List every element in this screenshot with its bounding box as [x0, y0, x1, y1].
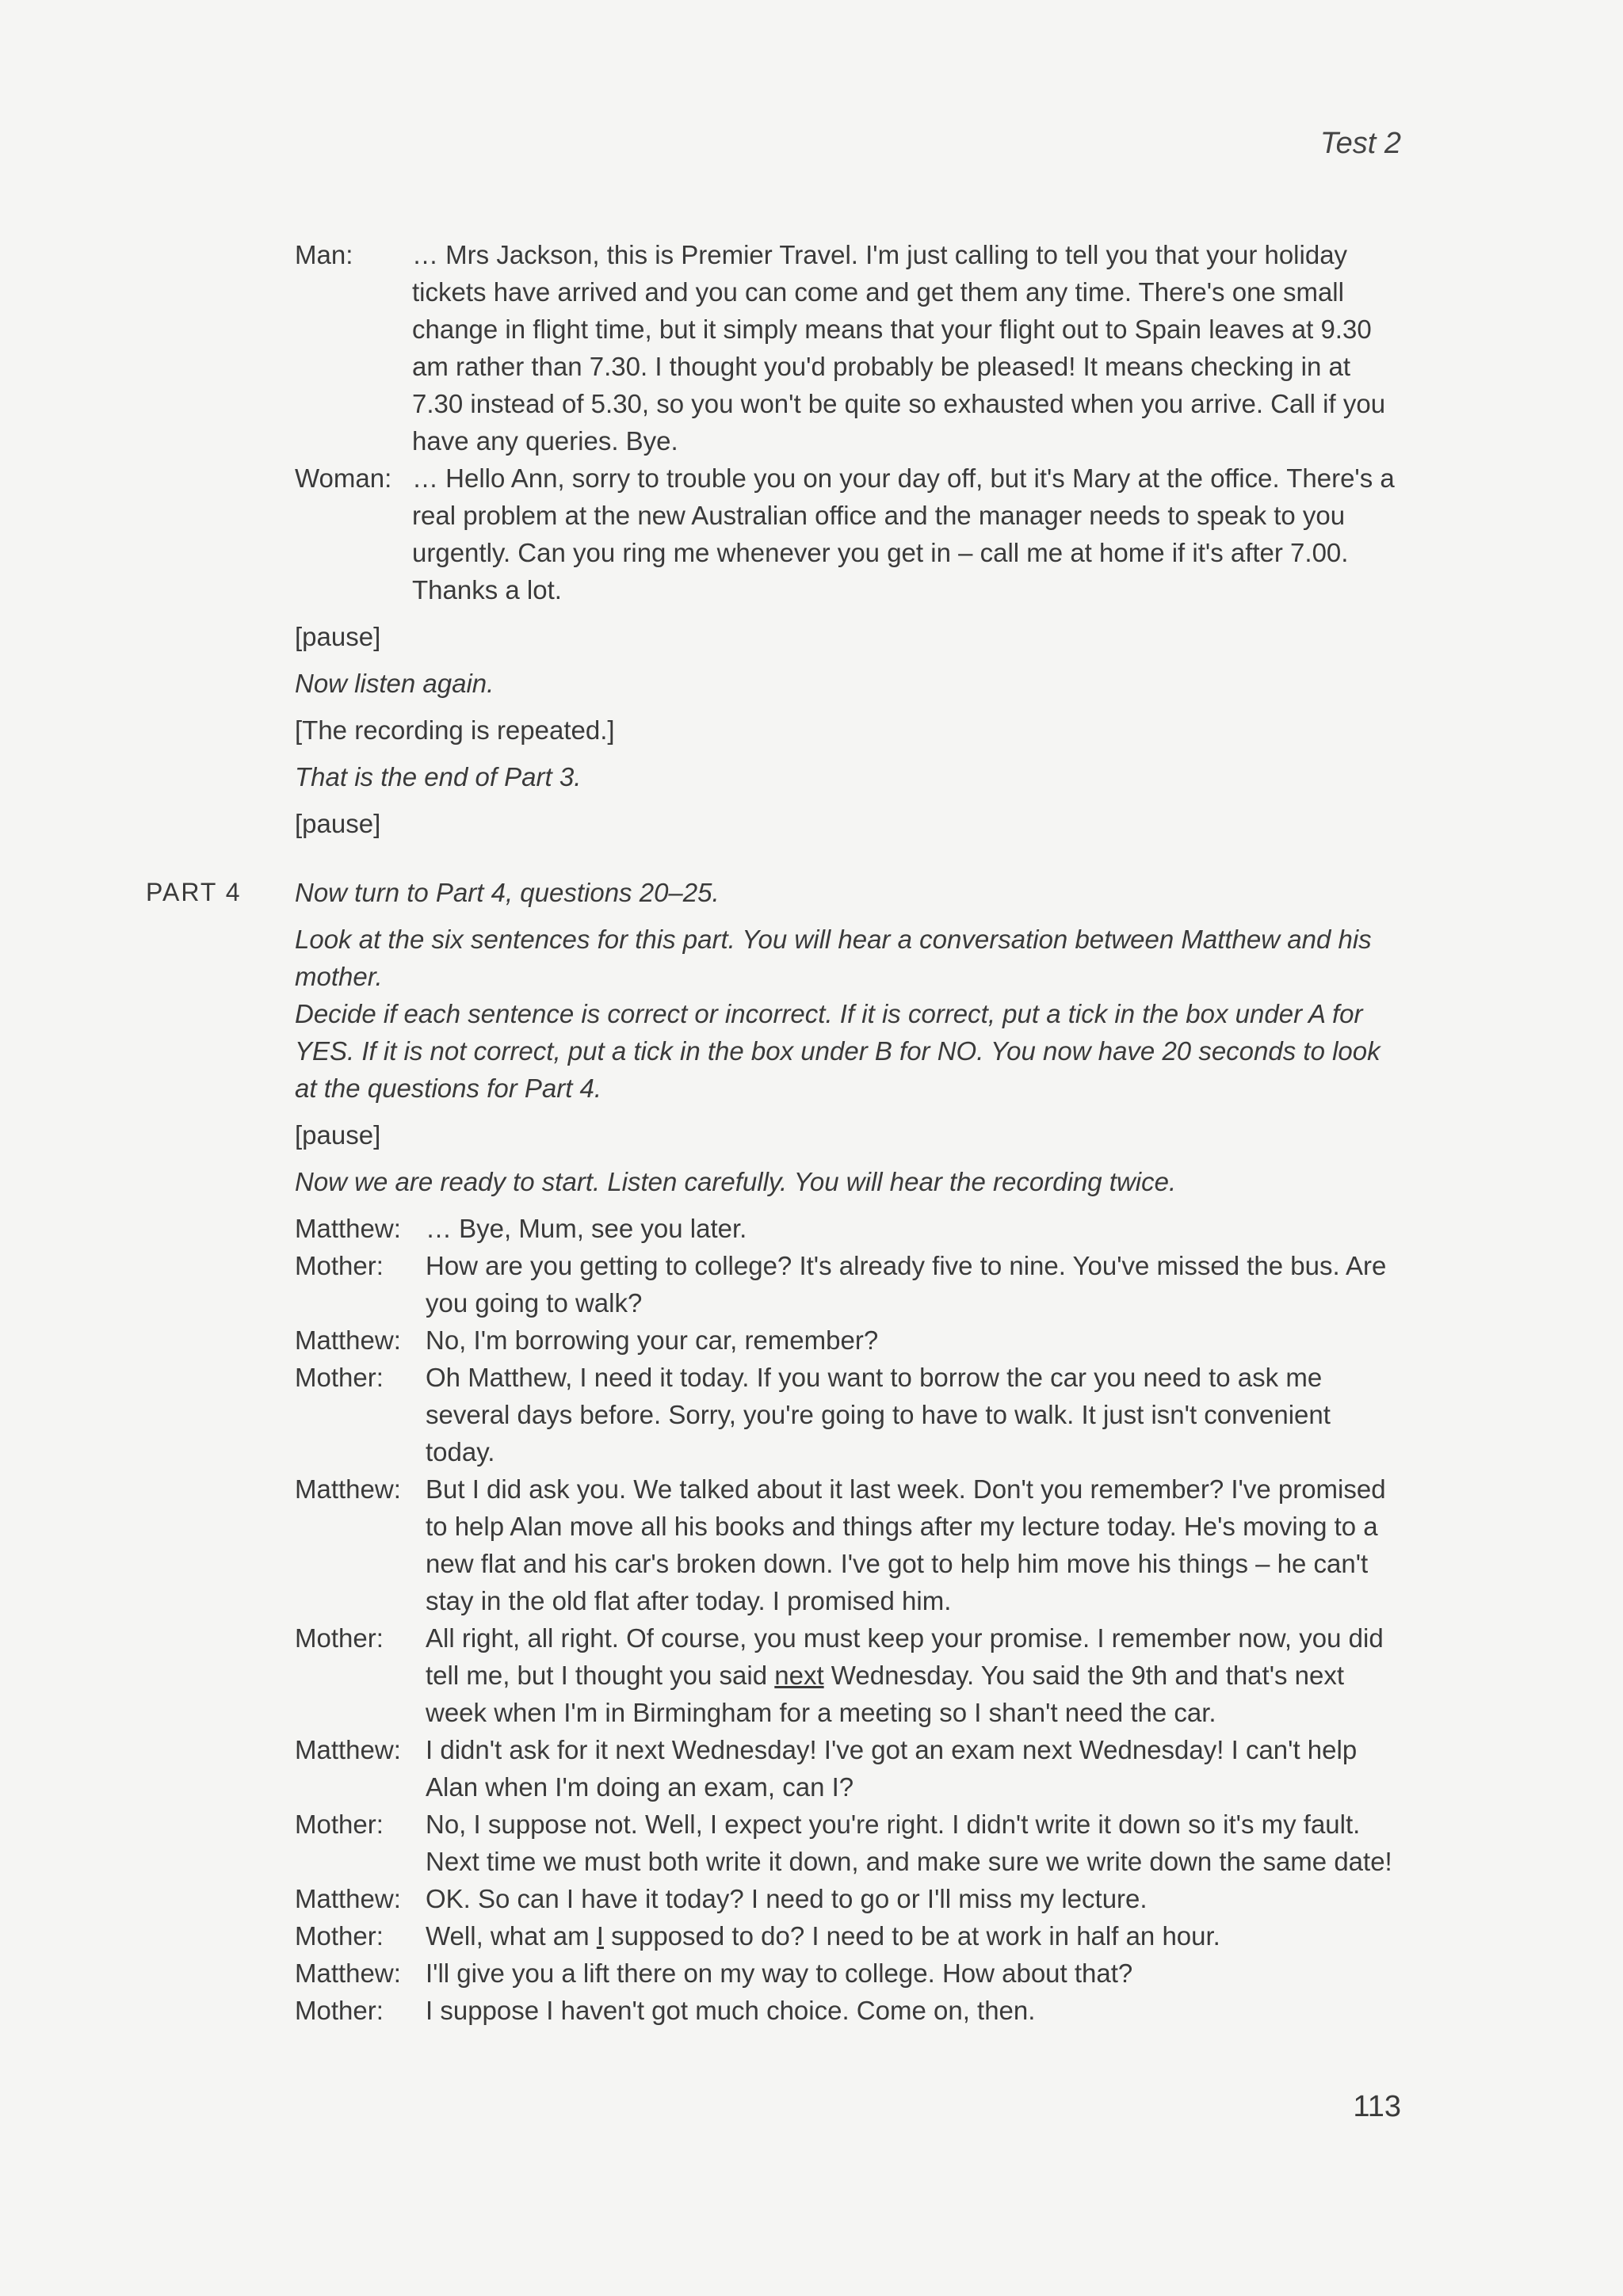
part4-instruction: Look at the six sentences for this part. You will hear a conversation between Matthew and his mother.: [295, 925, 1372, 991]
text-segment: Wednesday. You said the 9th and that's next week when I'm in Birmingham for a meeting so I shan't need the car.: [426, 1661, 1345, 1727]
dialogue-line: [295, 1322, 1404, 1359]
text-segment: All right, all right. Of course, you must keep your promise. I remember now, you did tell me, but I thought you said: [426, 1623, 1384, 1690]
text-segment: supposed to do? I need to be at work in half an hour.: [603, 1921, 1220, 1951]
dialogue-line: [295, 1619, 1404, 1731]
page-number: 113: [1353, 2090, 1401, 2123]
dialogue-text: [426, 1917, 1220, 1955]
underlined-word: next: [774, 1661, 824, 1690]
end-of-part3: That is the end of Part 3.: [295, 762, 582, 791]
speaker-label: Matthew:: [295, 1958, 401, 1988]
pause-note: [pause]: [295, 622, 381, 651]
speaker-label: Mother:: [295, 1623, 384, 1653]
dialogue-line: [295, 1992, 1404, 2029]
speaker-label: Mother:: [295, 1921, 384, 1951]
dialogue-text: But I did ask you. We talked about it last week. Don't you remember? I've promised to help Alan move all his books and things after my lecture today. He's moving to a new flat and his car's broken down. I've got to help him move his things – he can't stay in the old flat after today. I promised him.: [426, 1474, 1386, 1615]
text-segment: Well, what am: [426, 1921, 597, 1951]
dialogue-text: I suppose I haven't got much choice. Come on, then.: [426, 1996, 1036, 2025]
dialogue-text: Oh Matthew, I need it today. If you want to borrow the car you need to ask me several days before. Sorry, you're going to have to walk. It just isn't convenient today.: [426, 1363, 1331, 1466]
listen-again-instruction: Now listen again.: [295, 669, 495, 698]
ready-instruction: Now we are ready to start. Listen carefully. You will hear the recording twice.: [295, 1167, 1177, 1196]
speaker-label: Matthew:: [295, 1735, 401, 1764]
dialogue-text: How are you getting to college? It's already five to nine. You've missed the bus. Are you going to walk?: [426, 1251, 1387, 1318]
dialogue-text: OK. So can I have it today? I need to go or I'll miss my lecture.: [426, 1884, 1148, 1913]
speaker-label: Mother:: [295, 1251, 384, 1280]
speaker-label: Matthew:: [295, 1474, 401, 1504]
part4-instruction: Decide if each sentence is correct or incorrect. If it is correct, put a tick in the box under A for YES. If it is not correct, put a tick in the box under B for NO. You now have 20 seconds to look at the questions for Part 4.: [295, 999, 1381, 1103]
pause-note: [pause]: [295, 1120, 381, 1150]
speaker-label: Matthew:: [295, 1884, 401, 1913]
dialogue-text: … Mrs Jackson, this is Premier Travel. I'm just calling to tell you that your holiday tickets have arrived and you can come and get them any time. There's one small change in flight time, but it simply means that your flight out to Spain leaves at 9.30 am rather than 7.30. I thought you'd probably be pleased! It means checking in at 7.30 instead of 5.30, so you won't be quite so exhausted when you arrive. Call if you have any queries. Bye.: [412, 240, 1386, 456]
running-header: Test 2: [1319, 127, 1401, 160]
dialogue-line: [295, 1359, 1404, 1470]
dialogue-line: [295, 1470, 1404, 1619]
dialogue-line: [295, 1955, 1404, 1992]
pause-note: [pause]: [295, 809, 381, 838]
dialogue-line: [295, 1210, 1404, 1247]
page-content: [146, 236, 1404, 2029]
dialogue-line: [295, 1880, 1404, 1917]
underlined-word: I: [596, 1921, 604, 1951]
dialogue-text: No, I suppose not. Well, I expect you're right. I didn't write it down so it's my fault. Next time we must both write it down, and make sure we write down the same date!: [426, 1810, 1392, 1876]
part3-dialogue: [295, 236, 1404, 608]
part4-turn-to: Now turn to Part 4, questions 20–25.: [295, 878, 720, 907]
speaker-label: Man:: [295, 240, 353, 269]
speaker-label: Matthew:: [295, 1214, 401, 1243]
dialogue-text: … Hello Ann, sorry to trouble you on your day off, but it's Mary at the office. There's a real problem at the new Australian office and the manager needs to speak to you urgently. Can you ring me whenever you get in – call me at home if it's after 7.00. Thanks a lot.: [412, 463, 1395, 605]
speaker-label: Mother:: [295, 1810, 384, 1839]
dialogue-line: [295, 1917, 1404, 1955]
part-label: PART 4: [146, 878, 242, 906]
dialogue-line: [295, 1731, 1404, 1806]
dialogue-line: [295, 460, 1404, 608]
dialogue-text: I'll give you a lift there on my way to college. How about that?: [426, 1958, 1133, 1988]
speaker-label: Mother:: [295, 1996, 384, 2025]
speaker-label: Mother:: [295, 1363, 384, 1392]
speaker-label: Woman:: [295, 463, 392, 493]
part4-section: [146, 874, 1404, 2029]
dialogue-text: [426, 1619, 1404, 1731]
part4-dialogue: [295, 1210, 1404, 2029]
repeated-note: [The recording is repeated.]: [295, 715, 615, 745]
dialogue-text: … Bye, Mum, see you later.: [426, 1214, 747, 1243]
dialogue-line: [295, 236, 1404, 460]
dialogue-text: No, I'm borrowing your car, remember?: [426, 1325, 879, 1355]
dialogue-line: [295, 1247, 1404, 1322]
dialogue-line: [295, 1806, 1404, 1880]
dialogue-text: I didn't ask for it next Wednesday! I've got an exam next Wednesday! I can't help Alan when I'm doing an exam, can I?: [426, 1735, 1358, 1802]
speaker-label: Matthew:: [295, 1325, 401, 1355]
